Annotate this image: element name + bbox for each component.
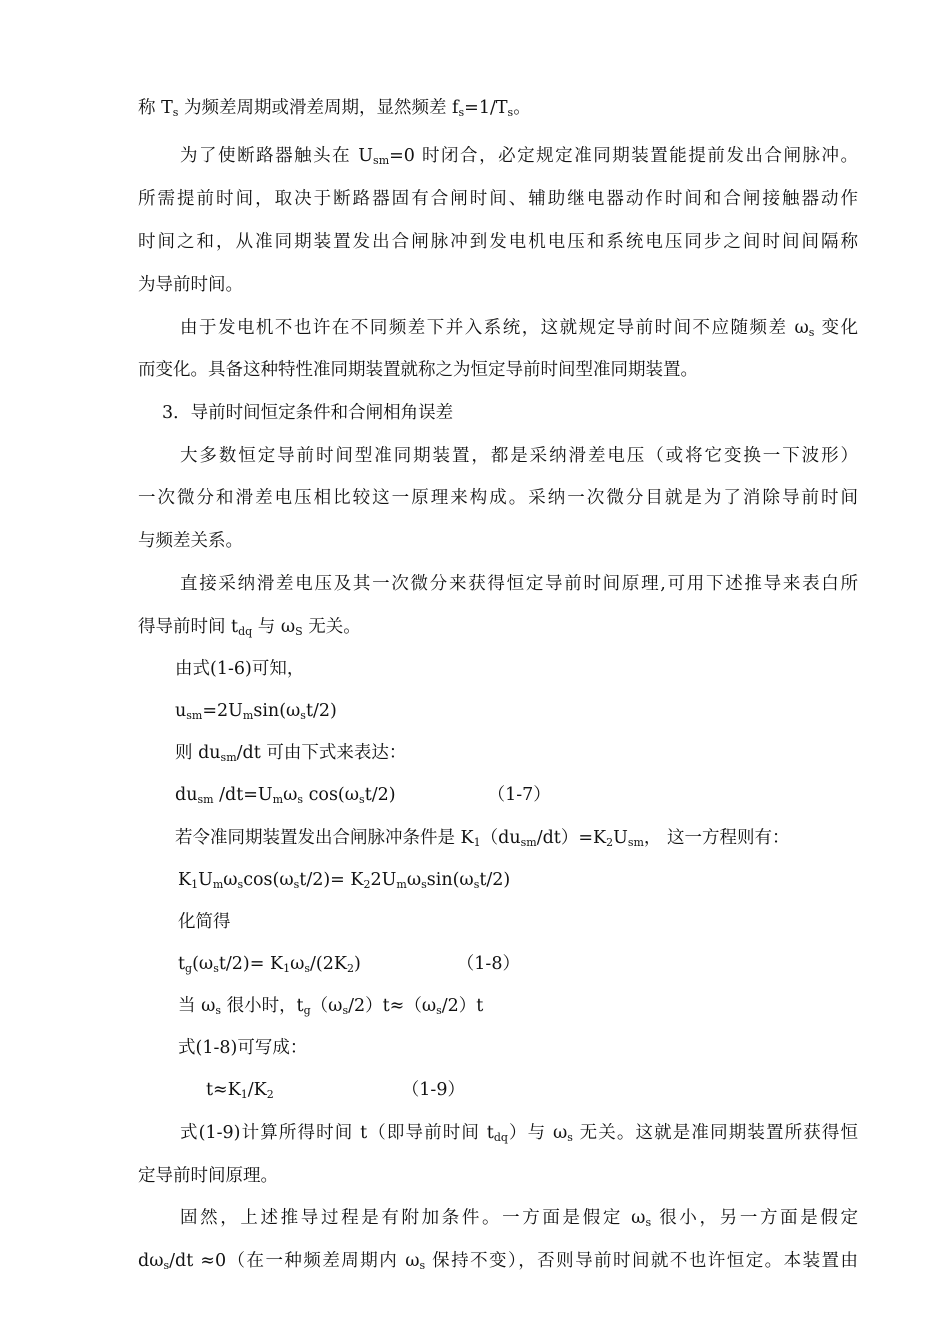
text-line-11: 与频差关系。: [138, 531, 243, 551]
text-line-2: 为了使断路器触头在 $U_{sm}=0$ 时闭合，必定规定准同期装置能提前发出合闸脉冲。: [180, 146, 859, 167]
text-line-19: $K_1U_m\omega_s\cos(\omega_st/2)= K_22U_m\omega_s\sin(\omega_st/2)$: [178, 870, 511, 891]
text-line-5: 为导前时间。: [138, 275, 243, 295]
text-line-10: 一次微分和滑差电压相比较这一原理来构成。采纳一次微分目就是为了消除导前时间: [138, 488, 858, 508]
text-line-14: 由式(1-6)可知，: [175, 659, 305, 679]
text-line-25: 式(1-9)计算所得时间 t（即导前时间 $t_{dq}$）与 $\omega_s$ 无关。这就是准同期装置所获得恒: [180, 1123, 859, 1144]
text-line-12: 直接采纳滑差电压及其一次微分来获得恒定导前时间原理,可用下述推导来表白所: [180, 574, 858, 594]
text-line-3: 所需提前时间，取决于断路器固有合闸时间、辅助继电器动作时间和合闸接触器动作: [138, 189, 858, 209]
text-line-7: 而变化。具备这种特性准同期装置就称之为恒定导前时间型准同期装置。: [138, 360, 698, 380]
text-line-21: $t_g(\omega_st/2)= K_1\omega_s/(2K_2)$ （1-8）: [178, 954, 520, 975]
text-line-16: 则 $du_{sm}/dt$ 可由下式来表达：: [175, 743, 407, 764]
text-line-15: $u_{sm}=2U_m\sin(\omega_st/2)$: [175, 701, 337, 722]
text-line-6: 由于发电机不也许在不同频差下并入系统，这就规定导前时间不应随频差 $\omega_s$ 变化: [180, 318, 858, 339]
text-line-26: 定导前时间原理。: [138, 1166, 278, 1186]
text-line-4: 时间之和，从准同期装置发出合闸脉冲到发电机电压和系统电压同步之间时间间隔称: [138, 232, 858, 252]
text-line-18: 若令准同期装置发出合闸脉冲条件是 $K_1(du_{sm}/dt)=K_2U_{sm}$， 这一方程则有：: [175, 828, 790, 849]
text-line-28: $d\omega_s/dt \approx 0$（在一种频差周期内 $\omega_s$ 保持不变），否则导前时间就不也许恒定。本装置由: [138, 1251, 859, 1272]
text-line-22: 当 $\omega_s$ 很小时，$t_g(\omega_s/2)t\approx(\omega_s/2)t$: [178, 996, 484, 1017]
text-line-17: $du_{sm}$ $/dt=U_m\omega_s$ $\cos(\omega_st/2)$ （1-7）: [175, 785, 551, 806]
text-line-1: 称 $T_s$ 为频差周期或滑差周期，显然频差 $f_s=1/T_s$。: [138, 98, 531, 119]
text-line-8: 3．导前时间恒定条件和合闸相角误差: [162, 403, 454, 423]
text-line-9: 大多数恒定导前时间型准同期装置，都是采纳滑差电压（或将它变换一下波形）: [180, 446, 858, 466]
text-line-23: 式(1-8)可写成：: [178, 1038, 308, 1058]
text-line-20: 化简得: [178, 912, 231, 932]
text-line-27: 固然，上述推导过程是有附加条件。一方面是假定 $\omega_s$ 很小，另一方面是假定: [180, 1208, 859, 1229]
text-line-24: $t\approx K_1/K_2$ （1-9）: [206, 1080, 465, 1101]
text-line-13: 得导前时间 $t_{dq}$ 与 $\omega_S$ 无关。: [138, 617, 361, 638]
